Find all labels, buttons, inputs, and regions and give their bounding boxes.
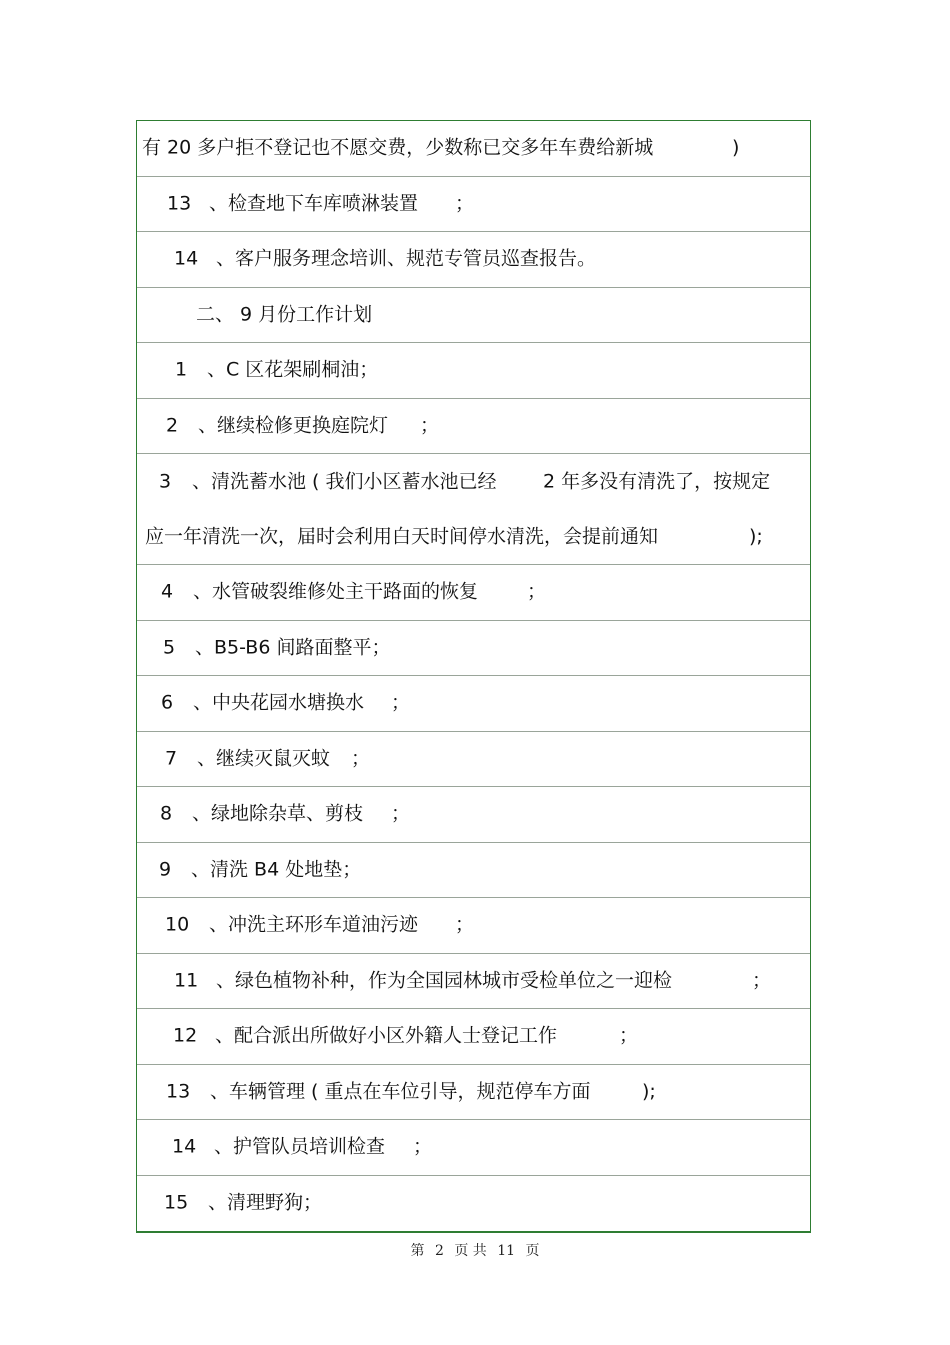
row-text: 、继续检修更换庭院灯 <box>198 414 389 437</box>
table-row <box>137 843 810 899</box>
row-text: 、C 区花架刷桐油； <box>207 358 379 381</box>
row-tail: ); <box>749 525 763 548</box>
row-text: 、清洗 B4 处地垫； <box>191 858 362 881</box>
row-number: 1 <box>175 358 188 381</box>
row-number: 15 <box>164 1191 189 1214</box>
table-row <box>137 676 810 732</box>
row-number: 9 <box>159 858 172 881</box>
row-tail: ； <box>391 802 411 825</box>
row-text: 、绿地除杂草、剪枝 <box>192 802 364 825</box>
row-number: 14 <box>174 247 199 270</box>
table-row <box>137 232 810 288</box>
row-text: 、配合派出所做好小区外籍人士登记工作 <box>215 1024 558 1047</box>
row-text: 、清洗蓄水池 ( 我们小区蓄水池已经 <box>192 470 497 493</box>
row-tail: ； <box>413 1135 433 1158</box>
row-number: 12 <box>173 1024 198 1047</box>
row-tail: ； <box>420 414 440 437</box>
footer-prefix: 第 <box>410 1243 425 1259</box>
table-row <box>137 454 810 510</box>
row-text: 、冲洗主环形车道油污迹 <box>209 913 419 936</box>
row-tail: ； <box>455 192 475 215</box>
row-text: 、客户服务理念培训、规范专管员巡查报告。 <box>216 247 597 270</box>
document-table <box>136 120 811 1233</box>
row-number: 13 <box>167 192 192 215</box>
footer-mid: 页 共 <box>454 1243 487 1259</box>
row-number: 8 <box>160 802 173 825</box>
footer-page-number: 2 <box>434 1243 444 1259</box>
row-text-continued: 2 年多没有清洗了，按规定 <box>543 470 771 493</box>
row-text: 、中央花园水塘换水 <box>193 691 365 714</box>
row-text: 、检查地下车库喷淋装置 <box>209 192 419 215</box>
row-tail: ； <box>391 691 411 714</box>
table-row <box>137 510 810 566</box>
row-text: 、车辆管理 ( 重点在车位引导，规范停车方面 <box>210 1080 591 1103</box>
row-tail: ； <box>455 913 475 936</box>
row-tail: ； <box>752 969 772 992</box>
table-row <box>137 1009 810 1065</box>
row-number: 13 <box>166 1080 191 1103</box>
table-row <box>137 898 810 954</box>
row-tail: ) <box>732 136 740 159</box>
row-tail: ； <box>351 747 371 770</box>
row-tail: ； <box>527 580 547 603</box>
row-tail: ); <box>642 1080 656 1103</box>
table-row <box>137 1176 810 1232</box>
table-row <box>137 1120 810 1176</box>
row-text: 、B5-B6 间路面整平； <box>195 636 391 659</box>
row-text: 、继续灭鼠灭蚊 <box>197 747 331 770</box>
footer-suffix: 页 <box>525 1243 540 1259</box>
row-number: 4 <box>161 580 174 603</box>
row-text: 、护管队员培训检查 <box>214 1135 386 1158</box>
table-row <box>137 954 810 1010</box>
row-text: 、清理野狗； <box>208 1191 323 1214</box>
row-number: 5 <box>163 636 176 659</box>
row-text: 有 20 多户拒不登记也不愿交费，少数称已交多年车费给新城 <box>142 136 654 159</box>
table-row <box>137 177 810 233</box>
footer-total-pages: 11 <box>497 1243 516 1259</box>
row-number: 7 <box>165 747 178 770</box>
table-row <box>137 343 810 399</box>
table-row <box>137 399 810 455</box>
row-number: 14 <box>172 1135 197 1158</box>
row-number: 3 <box>159 470 172 493</box>
row-text: 、绿色植物补种，作为全国园林城市受检单位之一迎检 <box>216 969 673 992</box>
section-heading: 二、 9 月份工作计划 <box>196 303 373 326</box>
row-number: 2 <box>166 414 179 437</box>
page-footer <box>0 1240 950 1260</box>
row-number: 11 <box>174 969 199 992</box>
row-text: 应一年清洗一次，届时会利用白天时间停水清洗，会提前通知 <box>145 525 659 548</box>
row-tail: ； <box>619 1024 639 1047</box>
row-number: 6 <box>161 691 174 714</box>
row-number: 10 <box>165 913 190 936</box>
table-row <box>137 288 810 344</box>
table-row <box>137 787 810 843</box>
row-text: 、水管破裂维修处主干路面的恢复 <box>193 580 479 603</box>
table-row <box>137 732 810 788</box>
table-row <box>137 565 810 621</box>
table-row <box>137 121 810 177</box>
table-row <box>137 621 810 677</box>
table-row <box>137 1065 810 1121</box>
